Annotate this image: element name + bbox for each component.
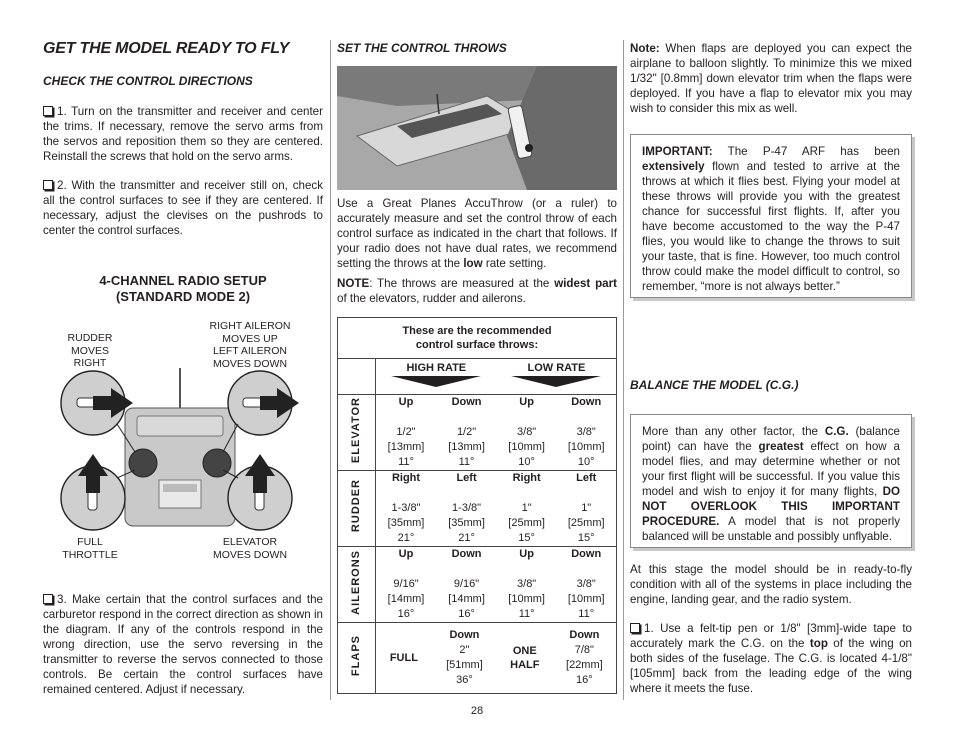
- low-rate-label: LOW RATE: [527, 361, 586, 374]
- value: 11°: [398, 456, 414, 468]
- dir-header: Right: [512, 472, 541, 484]
- transmitter-diagram: [55, 368, 305, 536]
- rudder-label-line: MOVES: [71, 344, 109, 357]
- column-divider: [330, 40, 331, 700]
- row-label-rudder: [338, 471, 376, 547]
- value: 11°: [578, 608, 595, 620]
- value: [22mm]: [566, 659, 603, 671]
- value: [13mm]: [448, 441, 485, 453]
- value: 3/8": [576, 578, 596, 590]
- table-row: [338, 471, 617, 547]
- important-box: [630, 134, 912, 298]
- value: [35mm]: [448, 517, 485, 529]
- dir-header: Up: [398, 548, 414, 560]
- dir-header: Left: [456, 472, 477, 484]
- value-group: [448, 471, 485, 546]
- low-rate-cell: [497, 623, 617, 694]
- section-heading-check-directions: CHECK THE CONTROL DIRECTIONS: [43, 74, 253, 88]
- value: 10°: [518, 456, 535, 468]
- high-rate-label: HIGH RATE: [406, 361, 467, 374]
- section-heading-control-throws: SET THE CONTROL THROWS: [337, 41, 507, 55]
- throttle-stick-detail: [61, 454, 125, 530]
- important-label: IMPORTANT:: [642, 145, 713, 158]
- important-text-end: flown and tested to arrive at the throws at which it flies best. Flying your model at these throws will provide you with the greatest chance for successful first flights. If, after you have become accustomed to the way the P-47 flies, you would like to change the throws to suit your taste, that is fine. However, too much control throw could make the model difficult to control, so remember, “more is not always better.”: [642, 160, 900, 293]
- cg-text: More than any other factor, the: [642, 425, 825, 438]
- caption-line: control surface throws:: [415, 339, 539, 351]
- dir-header: Up: [519, 396, 534, 408]
- dir-header: Down: [571, 396, 602, 408]
- value: [10mm]: [508, 593, 545, 605]
- dir-header: Up: [398, 396, 414, 408]
- value-group: [508, 471, 545, 546]
- value: 9/16": [393, 578, 419, 590]
- throttle-label-line: THROTTLE: [62, 548, 118, 561]
- low-rate-cell: [497, 395, 617, 471]
- ready-to-fly-text: At this stage the model should be in ready-to-fly condition with all of the systems in place including the engine, landing gear, and the radio system.: [630, 563, 912, 606]
- high-rate-cell: [375, 623, 497, 694]
- step-3-paragraph: [43, 592, 323, 697]
- value: 36°: [456, 674, 473, 686]
- value: 15°: [577, 532, 595, 544]
- value: 2": [459, 644, 470, 656]
- value: 10°: [577, 456, 595, 468]
- value: [10mm]: [567, 441, 605, 453]
- flap-mode: [510, 644, 539, 672]
- arrow-down-icon: [391, 376, 481, 388]
- table-caption: [338, 318, 617, 359]
- elevator-label-line: MOVES DOWN: [212, 548, 288, 561]
- value: 1-3/8": [452, 502, 482, 514]
- caption-line: These are the recommended: [402, 325, 552, 337]
- column-divider: [623, 40, 624, 700]
- value: [10mm]: [567, 593, 605, 605]
- low-rate-cell: [497, 547, 617, 623]
- important-emph: extensively: [642, 160, 705, 173]
- transmitter-body: [125, 368, 235, 526]
- elevator-label-line: ELEVATOR: [222, 536, 278, 548]
- flaps-note: [630, 41, 912, 116]
- accuthrow-text-end: rate setting.: [482, 257, 547, 270]
- note-emph: widest part: [554, 277, 617, 290]
- value: [10mm]: [508, 441, 545, 453]
- aileron-label-line: RIGHT AILERON: [209, 320, 291, 332]
- high-rate-cell: [375, 471, 497, 547]
- value: 1/2": [396, 426, 416, 438]
- step-3-text: 3. Make certain that the control surfaces and the carburetor respond in the correct direction as shown in the diagram. If any of the controls respond in the wrong direction, use the servo reversing in the transmitter to reverse the servos connected to those controls. Be certain the control surfaces have remained centered. Adjust if necessary.: [43, 593, 323, 696]
- rudder-label: [55, 332, 125, 370]
- arrow-down-icon: [511, 376, 601, 388]
- value: [35mm]: [387, 517, 425, 529]
- aileron-stick-detail: [228, 371, 299, 435]
- note-label: NOTE: [337, 277, 370, 290]
- dir-header: Left: [576, 472, 597, 484]
- table-corner: [338, 359, 376, 395]
- radio-setup-title-line1: 4-CHANNEL RADIO SETUP: [99, 273, 267, 288]
- cg-step-1-emph: top: [809, 637, 828, 650]
- value-group: [448, 547, 485, 622]
- dir-header: Up: [519, 548, 534, 560]
- value-group: [508, 395, 545, 470]
- value: 21°: [458, 532, 475, 544]
- cg-text: A model that is not properly balanced will be unstable and possibly unflyable.: [642, 515, 900, 543]
- value-group: [448, 395, 485, 470]
- control-throws-table: [337, 317, 617, 694]
- aileron-label-line: MOVES DOWN: [212, 357, 288, 370]
- note-text-end: of the elevators, rudder and ailerons.: [337, 292, 526, 305]
- accuthrow-photo: [337, 66, 617, 190]
- important-text: The P-47 ARF has been: [712, 145, 900, 158]
- value-group: [568, 471, 605, 546]
- note-label: Note:: [630, 42, 660, 55]
- checkbox-icon[interactable]: [43, 594, 53, 604]
- cg-emph: C.G.: [824, 425, 849, 438]
- table-row: [338, 623, 617, 694]
- row-label-ailerons: [338, 547, 376, 623]
- high-rate-cell: [375, 547, 497, 623]
- aileron-label-line: MOVES UP: [222, 332, 278, 345]
- value: 3/8": [517, 426, 537, 438]
- rudder-label-text: RUDDER: [349, 479, 362, 533]
- cg-emph: DO NOT OVERLOOK THIS IMPORTANT PROCEDURE.: [642, 485, 900, 528]
- widest-part-note: [337, 276, 617, 306]
- cg-step-1-paragraph: [630, 621, 912, 696]
- flap-mode-line: HALF: [510, 659, 540, 671]
- value: 11°: [518, 608, 535, 620]
- value: 16°: [458, 608, 475, 620]
- value: [25mm]: [508, 517, 545, 529]
- high-rate-cell: [375, 395, 497, 471]
- dir-header: Down: [569, 629, 600, 641]
- accuthrow-text: Use a Great Planes AccuThrow (or a ruler) to accurately measure and set the control throw of each control surface as indicated in the chart that follows. If your radio does not have dual rates, we recommend setting the throws at the: [337, 197, 617, 270]
- section-heading-balance: BALANCE THE MODEL (C.G.): [630, 378, 799, 392]
- dir-header: Down: [449, 629, 480, 641]
- step-1-paragraph: [43, 104, 323, 164]
- ailerons-label-text: AILERONS: [349, 549, 362, 615]
- radio-setup-title-line2: (STANDARD MODE 2): [115, 289, 251, 304]
- rudder-stick-detail: [61, 371, 133, 435]
- dir-header: Down: [451, 548, 482, 560]
- accuthrow-text-emph: low: [463, 257, 483, 270]
- high-rate-header: [375, 359, 497, 395]
- cg-box: [630, 414, 912, 548]
- page-title: GET THE MODEL READY TO FLY: [43, 40, 290, 57]
- value: 1": [521, 502, 532, 514]
- dir-header: Right: [391, 472, 421, 484]
- note-text: When flaps are deployed you can expect the airplane to balloon slightly. To minimize this we mixed 1/32" [0.8mm] down elevator trim when the flaps were deployed. If you have a flap to elevator mix you may wish to consider this mix as well.: [630, 42, 912, 115]
- aileron-label: [200, 320, 300, 370]
- value-group: [568, 395, 605, 470]
- value: 11°: [458, 456, 475, 468]
- value: 21°: [397, 532, 415, 544]
- value: [13mm]: [387, 441, 425, 453]
- step-1-text: 1. Turn on the transmitter and receiver and center the trims. If necessary, remove the servo arms from the servos and reposition them so they are centered. Reinstall the screws that hold on the servo arms.: [43, 105, 323, 163]
- rudder-label-line: RUDDER: [67, 332, 113, 344]
- step-2-text: 2. With the transmitter and receiver still on, check all the control surfaces to see if they are centered. If necessary, adjust the clevises on the pushrods to center the control surfaces.: [43, 179, 323, 237]
- value-group: [388, 471, 425, 546]
- cg-step-1-text: 1. Use a felt-tip pen or 1/8" [3mm]-wide tape to accurately mark the C.G. on the: [630, 622, 912, 650]
- cg-text: effect on how a model flies, and may determine whether or not your first flight will be successful. If you value this model and wish to enjoy it for many flights,: [642, 440, 900, 498]
- accuthrow-paragraph: [337, 196, 617, 271]
- value: [51mm]: [446, 659, 483, 671]
- throttle-label: [55, 536, 125, 561]
- value: 3/8": [576, 426, 596, 438]
- value: 1/2": [456, 426, 477, 438]
- value: 1": [581, 502, 592, 514]
- value-group: [388, 547, 425, 622]
- value-group: [508, 547, 545, 622]
- value-group: [566, 628, 603, 688]
- checkbox-icon[interactable]: [43, 106, 53, 116]
- elevator-stick-detail: [228, 454, 292, 530]
- elevator-label-text: ELEVATOR: [349, 396, 362, 464]
- page-number: 28: [470, 705, 484, 717]
- low-rate-cell: [497, 471, 617, 547]
- dir-header: Down: [451, 396, 482, 408]
- checkbox-icon[interactable]: [43, 180, 53, 190]
- value: [14mm]: [387, 593, 425, 605]
- value-group: [568, 547, 605, 622]
- value-group: [388, 395, 425, 470]
- radio-setup-title: [43, 273, 323, 305]
- ready-to-fly-paragraph: [630, 562, 912, 607]
- value: 16°: [576, 674, 593, 686]
- checkbox-icon[interactable]: [630, 623, 640, 633]
- value: [14mm]: [448, 593, 485, 605]
- value: 3/8": [517, 578, 537, 590]
- cg-emph: greatest: [758, 440, 804, 453]
- rudder-label-line: RIGHT: [73, 357, 107, 369]
- note-text: : The throws are measured at the: [369, 277, 555, 290]
- step-2-paragraph: [43, 178, 323, 238]
- dir-header: Down: [571, 548, 602, 560]
- value-group: [446, 628, 483, 688]
- row-label-elevator: [338, 395, 376, 471]
- flaps-label-text: FLAPS: [349, 634, 362, 677]
- flap-mode-line: ONE: [512, 645, 537, 657]
- throttle-label-line: FULL: [77, 536, 103, 548]
- value: 7/8": [574, 644, 594, 656]
- aileron-label-line: LEFT AILERON: [213, 345, 287, 357]
- cg-text: (balance point) can have the: [642, 425, 900, 453]
- value: 16°: [397, 608, 415, 620]
- value: 1-3/8": [391, 502, 421, 514]
- value: 9/16": [453, 578, 480, 590]
- table-row: [338, 547, 617, 623]
- elevator-label: [200, 536, 300, 561]
- low-rate-header: [497, 359, 617, 395]
- table-row: [338, 395, 617, 471]
- value: 15°: [518, 532, 535, 544]
- value: [25mm]: [567, 517, 605, 529]
- wing-photo-illustration: [337, 66, 617, 190]
- row-label-flaps: [338, 623, 376, 694]
- cg-step-1-text-end: of the wing on both sides of the fuselage. The C.G. is located 4-1/8" [105mm] back from the leading edge of the wing where it meets the fuse.: [630, 637, 912, 695]
- flap-mode: FULL: [389, 651, 418, 664]
